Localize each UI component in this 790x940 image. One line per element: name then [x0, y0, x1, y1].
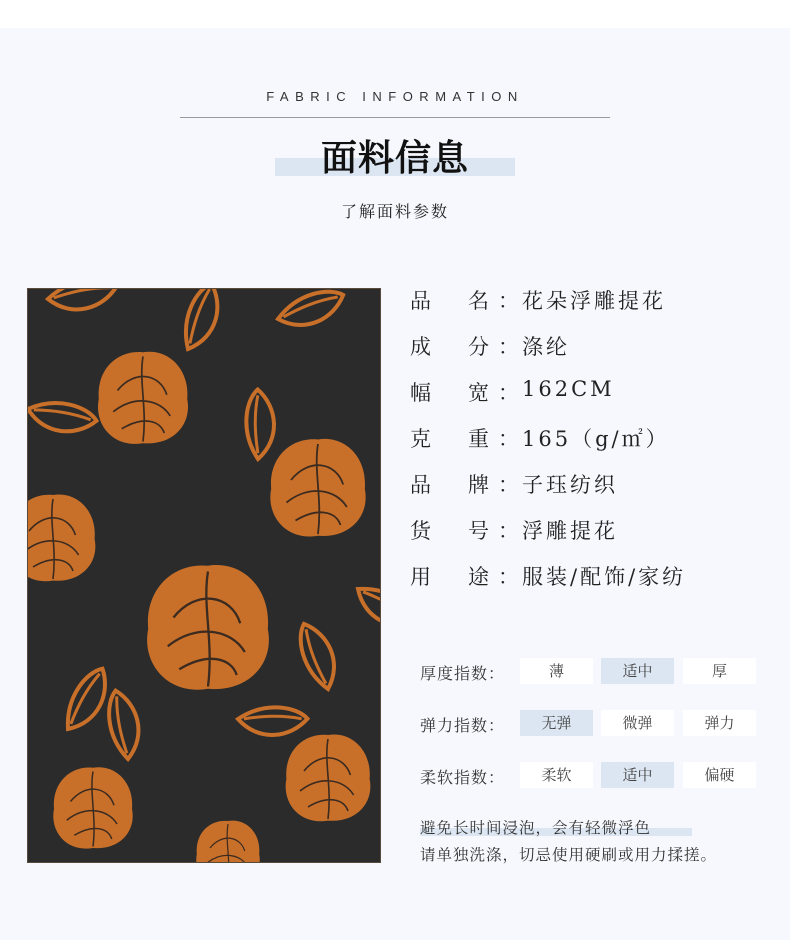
- spec-key-char: 宽: [468, 381, 492, 405]
- elasticity-option: 无弹: [520, 710, 593, 736]
- thickness-option: 适中: [601, 658, 674, 684]
- spec-key-char: 分: [468, 335, 492, 359]
- spec-key-char: 品: [410, 289, 434, 313]
- care-note-line-2: 请单独洗涤，切忌使用硬刷或用力揉搓。: [420, 846, 718, 864]
- page-title: 面料信息: [320, 138, 469, 179]
- spec-key-char: 品: [410, 473, 434, 497]
- spec-key-char: 成: [410, 335, 434, 359]
- spec-value: 浮雕提花: [522, 519, 618, 543]
- spec-colon: ：: [498, 565, 522, 589]
- spec-key-char: 名: [468, 289, 492, 313]
- spec-key-char: 克: [410, 427, 434, 451]
- spec-key-char: 途: [468, 565, 492, 589]
- spec-key-char: 牌: [468, 473, 492, 497]
- spec-key-char: 重: [468, 427, 492, 451]
- softness-option: 偏硬: [683, 762, 756, 788]
- thickness-option: 薄: [520, 658, 593, 684]
- elasticity-option: 微弹: [601, 710, 674, 736]
- spec-key-char: 货: [410, 519, 434, 543]
- spec-colon: ：: [498, 289, 522, 313]
- spec-colon: ：: [498, 519, 522, 543]
- thickness-option: 厚: [683, 658, 756, 684]
- spec-value: 服装/配饰/家纺: [522, 565, 687, 589]
- english-title: FABRIC INFORMATION: [266, 89, 524, 104]
- spec-value: 162CM: [522, 377, 615, 401]
- spec-key-char: 幅: [410, 381, 434, 405]
- softness-label: 柔软指数：: [420, 768, 506, 787]
- title-divider: [180, 117, 610, 118]
- fabric-photo: [27, 288, 381, 863]
- elasticity-label: 弹力指数：: [420, 716, 506, 735]
- spec-colon: ：: [498, 335, 522, 359]
- spec-value: 花朵浮雕提花: [522, 289, 666, 313]
- page-subtitle: 了解面料参数: [340, 202, 449, 221]
- thickness-label: 厚度指数：: [420, 664, 506, 683]
- spec-colon: ：: [498, 473, 522, 497]
- spec-colon: ：: [498, 427, 522, 451]
- care-note-line-1: 避免长时间浸泡，会有轻微浮色: [420, 819, 652, 837]
- spec-key-char: 用: [410, 565, 434, 589]
- softness-option: 适中: [601, 762, 674, 788]
- elasticity-option: 弹力: [683, 710, 756, 736]
- spec-colon: ：: [498, 381, 522, 405]
- spec-value: 165（g/㎡）: [522, 427, 670, 451]
- spec-value: 涤纶: [522, 335, 570, 359]
- spec-value: 子珏纺织: [522, 473, 618, 497]
- spec-key-char: 号: [468, 519, 492, 543]
- floral-jacquard-pattern: [28, 289, 381, 863]
- softness-option: 柔软: [520, 762, 593, 788]
